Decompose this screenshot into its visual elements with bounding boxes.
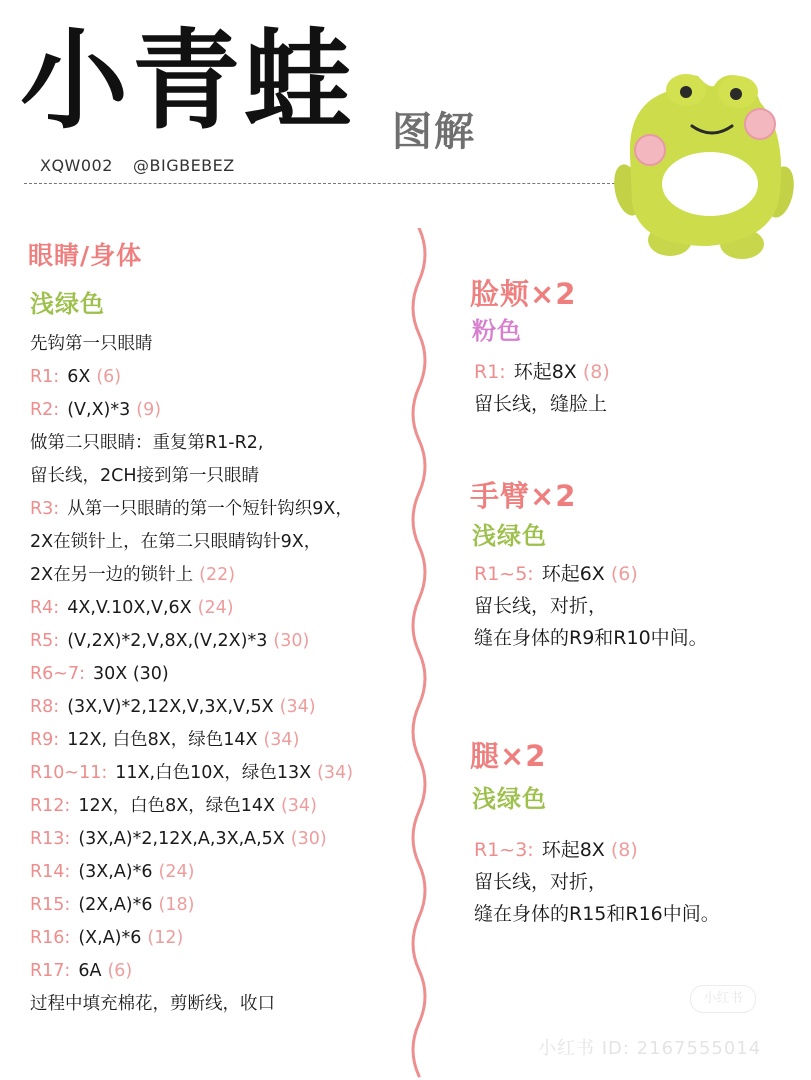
instruction-text: 环起6X xyxy=(541,563,605,585)
instruction-text: 缝在身体的R15和R16中间。 xyxy=(474,903,720,925)
stitch-count: (8) xyxy=(582,361,610,383)
instruction-line xyxy=(474,388,610,420)
instruction-line xyxy=(30,460,353,493)
round-label: R1: xyxy=(30,367,60,387)
arms-instructions xyxy=(474,558,708,654)
stitch-count: (30) xyxy=(273,631,310,651)
instruction-text: (3X,A)*6 xyxy=(78,862,153,882)
instruction-line xyxy=(30,559,353,592)
instruction-line xyxy=(30,790,353,823)
round-label: R3: xyxy=(30,499,60,519)
instruction-text: 6A xyxy=(78,961,102,981)
round-label: R6~7: xyxy=(30,664,85,684)
instruction-line xyxy=(474,622,708,654)
frog-amigurumi-image xyxy=(610,62,805,267)
section-title-eyes-body: 眼睛/身体 xyxy=(28,241,143,270)
stitch-count: (9) xyxy=(136,400,162,420)
instruction-line xyxy=(30,757,353,790)
instruction-text: (V,X)*3 xyxy=(67,400,131,420)
round-label: R10~11: xyxy=(30,763,108,783)
section-color-legs: 浅绿色 xyxy=(472,785,547,813)
instruction-line xyxy=(30,955,353,988)
instruction-line xyxy=(30,856,353,889)
round-label: R16: xyxy=(30,928,71,948)
round-label: R14: xyxy=(30,862,71,882)
stitch-count: (34) xyxy=(317,763,354,783)
section-color-eyes-body: 浅绿色 xyxy=(30,290,105,318)
section-title-cheeks: 脸颊×2 xyxy=(470,277,577,311)
round-label: R13: xyxy=(30,829,71,849)
instruction-text: 12X，白色8X，绿色14X xyxy=(78,796,275,816)
instruction-line xyxy=(30,592,353,625)
instruction-line xyxy=(474,834,720,866)
stitch-count: (6) xyxy=(96,367,122,387)
page-subtitle: 图解 xyxy=(392,109,476,155)
legs-instructions xyxy=(474,834,720,930)
instruction-text: 环起8X xyxy=(513,361,577,383)
round-label: R1: xyxy=(474,361,506,383)
section-color-arms: 浅绿色 xyxy=(472,522,547,550)
instruction-line xyxy=(30,526,353,559)
instruction-line xyxy=(474,866,720,898)
instruction-text: 30X (30) xyxy=(93,664,169,684)
stitch-count: (34) xyxy=(280,796,317,816)
round-label: R1~5: xyxy=(474,563,534,585)
round-label: R5: xyxy=(30,631,60,651)
instruction-text: 2X在另一边的锁针上 xyxy=(30,565,194,585)
instruction-line xyxy=(30,724,353,757)
instruction-text: 留长线，2CH接到第一只眼睛 xyxy=(30,466,260,486)
instruction-text: (V,2X)*2,V,8X,(V,2X)*3 xyxy=(67,631,268,651)
stitch-count: (18) xyxy=(158,895,195,915)
instruction-line xyxy=(30,988,353,1021)
instruction-line xyxy=(474,898,720,930)
eyes-body-instructions xyxy=(30,328,353,1021)
stitch-count: (24) xyxy=(158,862,195,882)
section-color-cheeks: 粉色 xyxy=(472,317,522,345)
instruction-text: 12X, 白色8X，绿色14X xyxy=(67,730,258,750)
instruction-line xyxy=(30,625,353,658)
instruction-line xyxy=(30,691,353,724)
instruction-text: 6X xyxy=(67,367,91,387)
round-label: R2: xyxy=(30,400,60,420)
round-label: R15: xyxy=(30,895,71,915)
stitch-count: (12) xyxy=(147,928,184,948)
section-title-legs: 腿×2 xyxy=(470,739,547,773)
instruction-text: (X,A)*6 xyxy=(78,928,142,948)
instruction-line xyxy=(30,889,353,922)
page-title: 小青蛙 xyxy=(20,19,357,144)
stitch-count: (22) xyxy=(199,565,236,585)
instruction-text: 缝在身体的R9和R10中间。 xyxy=(474,627,708,649)
instruction-line xyxy=(474,356,610,388)
author-handle: @BIGBEBEZ xyxy=(133,156,235,175)
round-label: R1~3: xyxy=(474,839,534,861)
instruction-line xyxy=(30,493,353,526)
instruction-text: 留长线，对折， xyxy=(474,871,608,893)
instruction-line xyxy=(474,558,708,590)
instruction-text: 过程中填充棉花，剪断线，收口 xyxy=(30,994,275,1014)
instruction-text: (2X,A)*6 xyxy=(78,895,153,915)
instruction-line xyxy=(474,590,708,622)
stitch-count: (34) xyxy=(263,730,300,750)
instruction-text: 4X,V.10X,V,6X xyxy=(67,598,192,618)
instruction-line xyxy=(30,394,353,427)
round-label: R12: xyxy=(30,796,71,816)
instruction-text: 2X在锁针上，在第二只眼睛钩针9X， xyxy=(30,532,322,552)
header-divider xyxy=(24,183,620,184)
instruction-line xyxy=(30,922,353,955)
watermark-logo: 小红书 xyxy=(690,985,756,1013)
instruction-text: 从第一只眼睛的第一个短针钩织9X， xyxy=(67,499,353,519)
instruction-text: 11X,白色10X，绿色13X xyxy=(115,763,312,783)
round-label: R8: xyxy=(30,697,60,717)
round-label: R4: xyxy=(30,598,60,618)
instruction-line xyxy=(30,328,353,361)
instruction-text: 做第二只眼睛：重复第R1-R2, xyxy=(30,433,264,453)
instruction-text: (3X,V)*2,12X,V,3X,V,5X xyxy=(67,697,274,717)
watermark-text: 小红书 ID: 2167555014 xyxy=(538,1038,762,1059)
instruction-text: 留长线，缝脸上 xyxy=(474,393,608,415)
instruction-text: 先钩第一只眼睛 xyxy=(30,334,153,354)
stitch-count: (6) xyxy=(610,563,638,585)
section-title-arms: 手臂×2 xyxy=(470,479,577,513)
instruction-line xyxy=(30,427,353,460)
instruction-line xyxy=(30,361,353,394)
pattern-code: XQW002 xyxy=(40,156,113,175)
instruction-text: 留长线，对折， xyxy=(474,595,608,617)
round-label: R17: xyxy=(30,961,71,981)
stitch-count: (30) xyxy=(290,829,327,849)
stitch-count: (8) xyxy=(610,839,638,861)
round-label: R9: xyxy=(30,730,60,750)
stitch-count: (34) xyxy=(279,697,316,717)
instruction-line xyxy=(30,823,353,856)
stitch-count: (6) xyxy=(107,961,133,981)
instruction-line xyxy=(30,658,353,691)
instruction-text: 环起8X xyxy=(541,839,605,861)
stitch-count: (24) xyxy=(197,598,234,618)
cheeks-instructions xyxy=(474,356,610,420)
wavy-divider xyxy=(407,228,431,1078)
instruction-text: (3X,A)*2,12X,A,3X,A,5X xyxy=(78,829,285,849)
